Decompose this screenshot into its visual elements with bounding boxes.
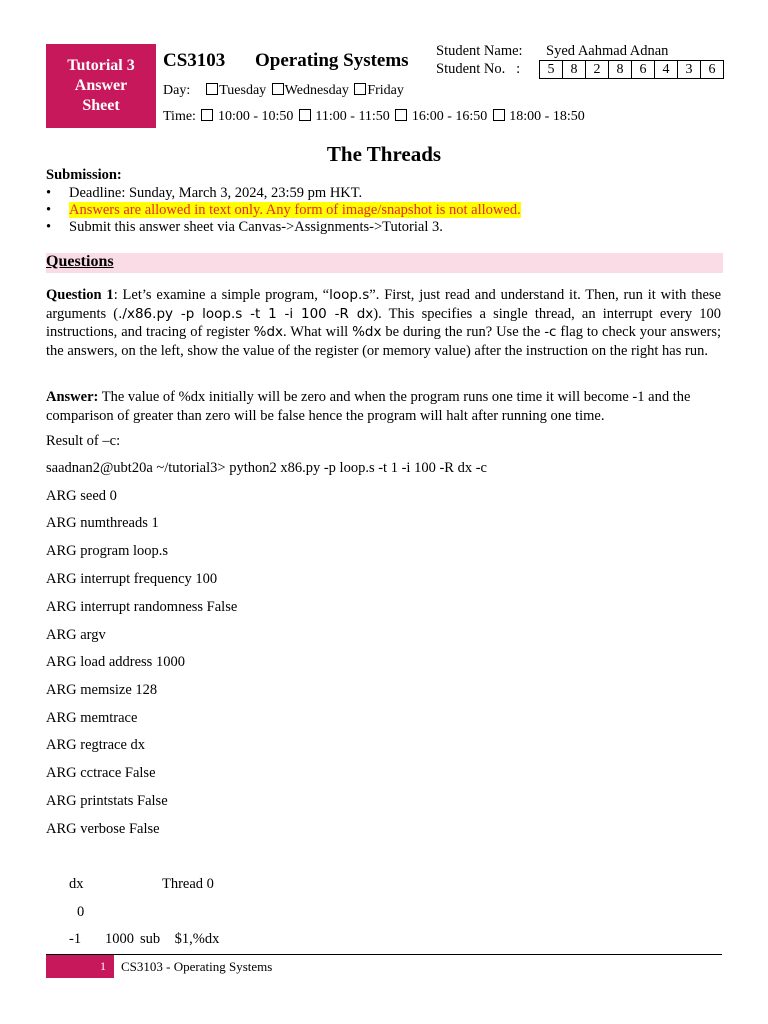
day-row — [163, 83, 404, 99]
tutorial-label-line: Answer — [74, 77, 128, 94]
trace-header-thread: Thread 0 — [162, 876, 214, 892]
student-no-digit: 3 — [677, 61, 700, 78]
checkbox-tuesday[interactable] — [206, 83, 218, 95]
trace-header-reg: dx — [69, 876, 84, 892]
questions-heading: Questions — [46, 253, 114, 270]
arg-line: ARG memsize 128 — [46, 682, 158, 698]
time-row — [163, 109, 585, 125]
time-option: 18:00 - 18:50 — [509, 109, 585, 124]
time-option: 16:00 - 16:50 — [411, 109, 488, 124]
tutorial-label-box — [46, 44, 156, 128]
submission-item: Submit this answer sheet via Canvas->Assignments->Tutorial 3. — [69, 219, 443, 235]
checkbox-time-3[interactable] — [395, 109, 407, 121]
day-option: Friday — [367, 83, 404, 98]
trace-value: -1 — [69, 931, 82, 947]
student-no-digit: 5 — [547, 62, 555, 77]
checkbox-time-4[interactable] — [493, 109, 505, 121]
trace-address: 1000 — [105, 931, 134, 947]
command-line: saadnan2@ubt20a ~/tutorial3> python2 x86.py -p loop.s -t 1 -i 100 -R dx -c — [46, 460, 487, 476]
course-name: Operating Systems — [255, 50, 409, 71]
checkbox-time-1[interactable] — [201, 109, 213, 121]
arg-line: ARG regtrace dx — [46, 737, 146, 753]
submission-heading: Submission: — [46, 167, 122, 183]
tutorial-label-line: Tutorial 3 — [67, 57, 135, 74]
question-1: Question 1: Let’s examine a simple program, “loop.s”. First, just read and understand it. Then, run it with these arguments (./x86.py -p loop.s -t 1 -i 100 -R dx). This specifies a single thread, an interrupt every 100 instructions, and tracing of register %dx. What will %dx be during the run? Use the -c flag to check your answers; the answers, on the left, show the value of the register (or memory value) after the instruction on the right has run. — [46, 287, 722, 359]
document-title: The Threads — [326, 142, 442, 166]
student-no-digit: 2 — [585, 61, 608, 78]
arg-line: ARG interrupt randomness False — [46, 599, 238, 615]
questions-heading-bar — [46, 253, 723, 273]
result-label: Result of –c: — [46, 433, 121, 449]
answer-1: Answer: The value of %dx initially will be zero and when the program runs one time it will become -1 and the comparison of greater than zero will be false hence the program will halt after running one time. — [46, 389, 691, 424]
student-name-value: Syed Aahmad Adnan — [546, 43, 669, 59]
page-number: 1 — [46, 955, 114, 978]
arg-line: ARG interrupt frequency 100 — [46, 571, 218, 587]
course-code: CS3103 — [163, 50, 226, 71]
arg-line: ARG argv — [46, 627, 106, 643]
arg-line: ARG cctrace False — [46, 765, 156, 781]
footer-rule — [46, 954, 722, 955]
time-option: 10:00 - 10:50 — [217, 109, 294, 124]
arg-line: ARG numthreads 1 — [46, 515, 159, 531]
arg-line: ARG printstats False — [46, 793, 168, 809]
bullet-icon: • — [46, 202, 52, 218]
arg-line: ARG program loop.s — [46, 543, 169, 559]
trace-value: 0 — [77, 904, 85, 920]
student-no-boxes — [539, 60, 724, 79]
submission-item: Deadline: Sunday, March 3, 2024, 23:59 pm HKT. — [69, 185, 363, 201]
bullet-icon: • — [46, 185, 52, 201]
checkbox-time-2[interactable] — [299, 109, 311, 121]
day-option: Wednesday — [284, 83, 349, 98]
arg-line: ARG load address 1000 — [46, 654, 185, 670]
day-label: Day: — [163, 83, 191, 98]
student-no-digit: 8 — [608, 61, 631, 78]
arg-line: ARG verbose False — [46, 821, 160, 837]
submission-item-highlighted: Answers are allowed in text only. Any form of image/snapshot is not allowed. — [69, 202, 521, 218]
checkbox-friday[interactable] — [354, 83, 366, 95]
student-no-label: Student No. : — [436, 61, 521, 77]
bullet-icon: • — [46, 219, 52, 235]
arg-line: ARG seed 0 — [46, 488, 117, 504]
checkbox-wednesday[interactable] — [272, 83, 284, 95]
tutorial-label-line: Sheet — [82, 97, 120, 114]
arg-line: ARG memtrace — [46, 710, 138, 726]
student-name-label: Student Name: — [436, 43, 523, 59]
trace-instruction: sub $1,%dx — [140, 931, 220, 947]
footer-text: CS3103 - Operating Systems — [121, 959, 273, 974]
student-no-digit: 4 — [654, 61, 677, 78]
student-no-digit: 8 — [562, 61, 585, 78]
time-label: Time: — [163, 109, 196, 124]
day-option: Tuesday — [219, 83, 267, 98]
time-option: 11:00 - 11:50 — [315, 109, 390, 124]
student-no-digit: 6 — [700, 61, 723, 78]
student-no-digit: 6 — [631, 61, 654, 78]
